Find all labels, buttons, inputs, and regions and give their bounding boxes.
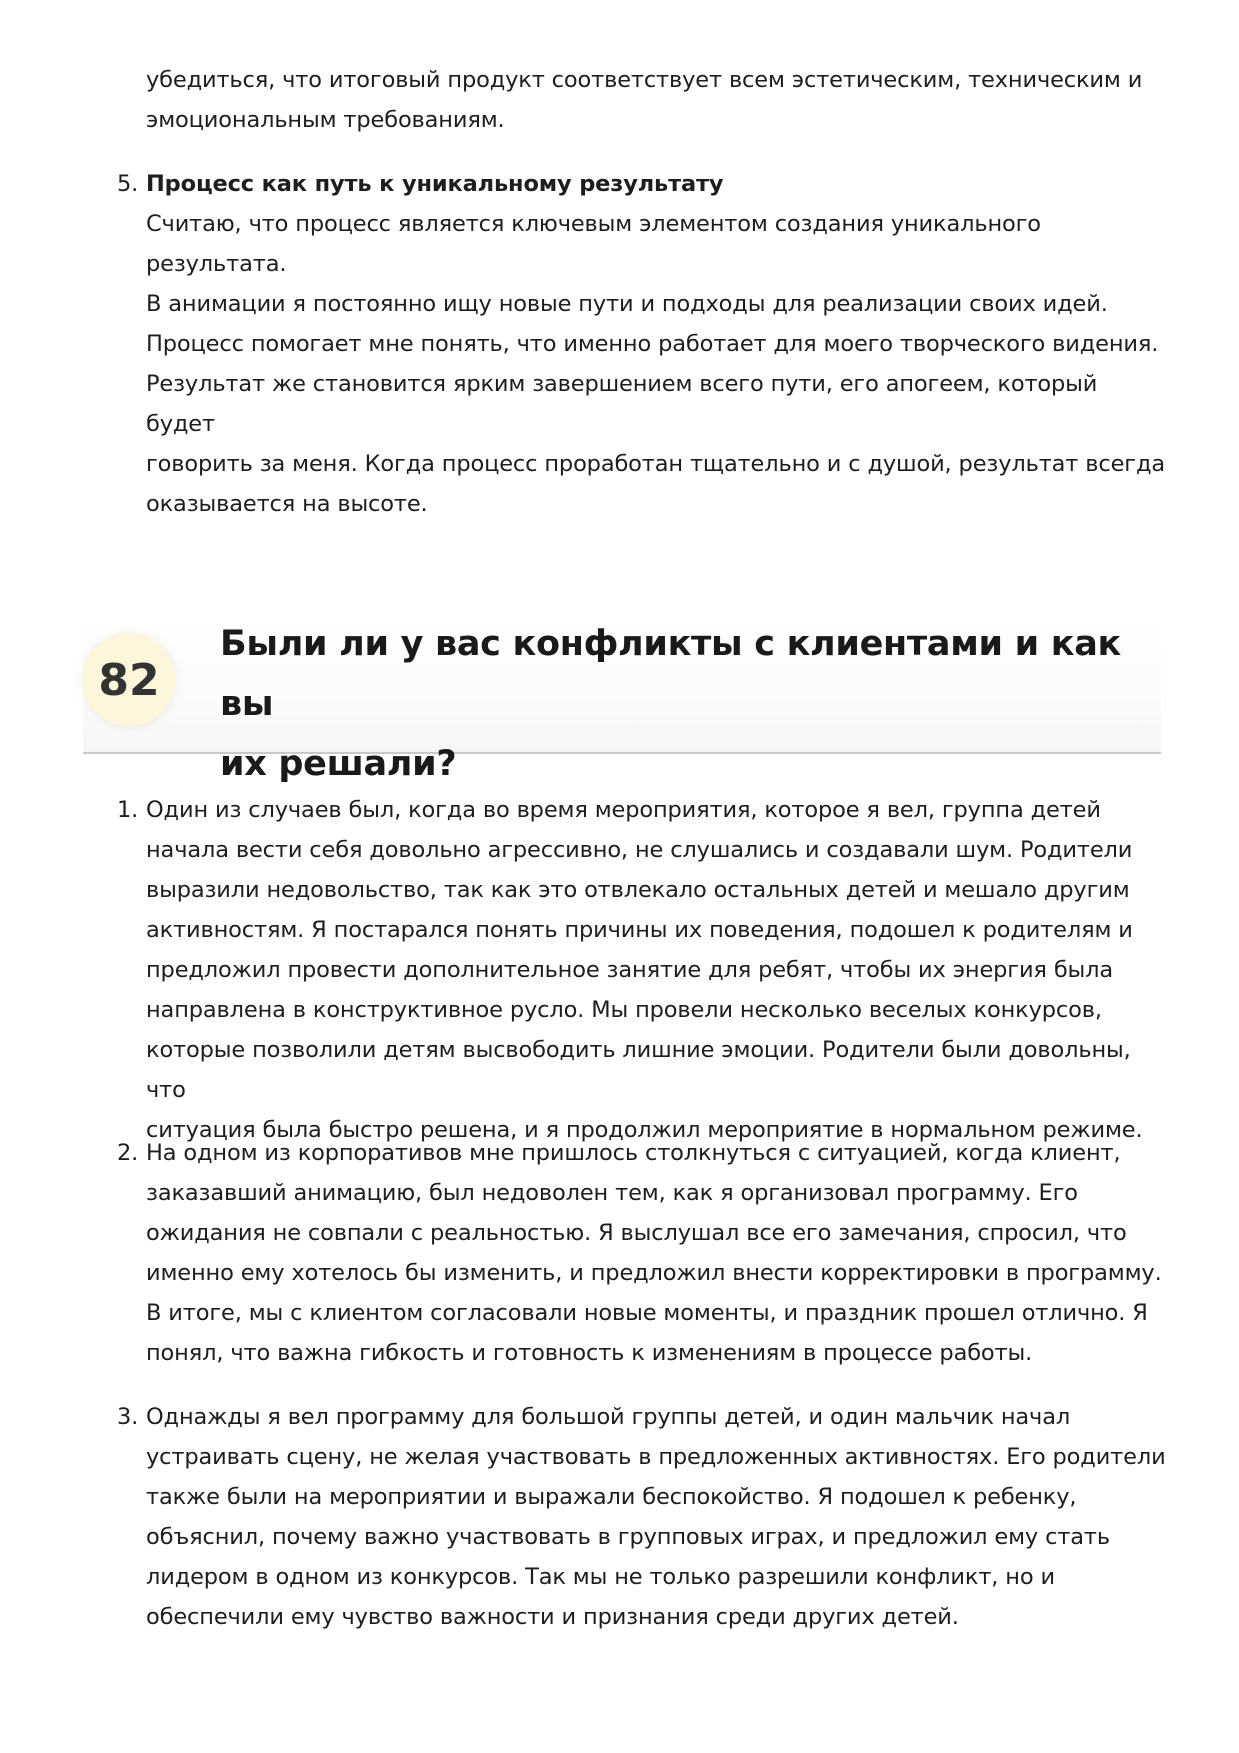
text-line: устраивать сцену, не желая участвовать в предложенных активностях. Его родители — [146, 1444, 1166, 1470]
text-line: лидером в одном из конкурсов. Так мы не только разрешили конфликт, но и — [146, 1564, 1055, 1590]
text-line: ожидания не совпали с реальностью. Я выслушал все его замечания, спросил, что — [146, 1220, 1127, 1246]
text-line: оказывается на высоте. — [146, 491, 428, 517]
text-line: Однажды я вел программу для большой группы детей, и один мальчик начал — [146, 1404, 1071, 1430]
text-line: заказавший анимацию, был недоволен тем, как я организовал программу. Его — [146, 1180, 1078, 1206]
text-line: объяснил, почему важно участвовать в групповых играх, и предложил ему стать — [146, 1524, 1110, 1550]
question-title-line: Были ли у вас конфликты с клиентами и как вы — [220, 624, 1121, 724]
answer-item-3 — [117, 1397, 1167, 1637]
text-line: Результат же становится ярким завершением всего пути, его апогеем, который будет — [146, 371, 1098, 437]
text-line: которые позволили детям высвободить лишние эмоции. Родители были довольны, что — [146, 1037, 1131, 1103]
question-title-line: их решали? — [220, 744, 457, 784]
list-item-number: 3. — [117, 1404, 139, 1430]
list-item-5 — [117, 164, 1167, 524]
text-line: убедиться, что итоговый продукт соответствует всем эстетическим, техническим и — [146, 67, 1143, 93]
text-line: говорить за меня. Когда процесс проработан тщательно и с душой, результат всегда — [146, 451, 1166, 477]
list-item-title: Процесс как путь к уникальному результату — [146, 171, 724, 197]
question-title — [220, 614, 1140, 794]
text-line: выразили недовольство, так как это отвлекало остальных детей и мешало другим — [146, 877, 1130, 903]
text-line: начала вести себя довольно агрессивно, не слушались и создавали шум. Родители — [146, 837, 1133, 863]
list-item-number: 1. — [117, 797, 139, 823]
answer-item-1 — [117, 790, 1167, 1150]
text-line: понял, что важна гибкость и готовность к изменениям в процессе работы. — [146, 1340, 1033, 1366]
text-line: Процесс помогает мне понять, что именно работает для моего творческого видения. — [146, 331, 1159, 357]
previous-item-continuation — [146, 60, 1176, 140]
text-line: именно ему хотелось бы изменить, и предложил внести корректировки в программу. — [146, 1260, 1162, 1286]
text-line: направлена в конструктивное русло. Мы провели несколько веселых конкурсов, — [146, 997, 1102, 1023]
text-line: ситуация была быстро решена, и я продолжил мероприятие в нормальном режиме. — [146, 1117, 1143, 1143]
text-line: В анимации я постоянно ищу новые пути и подходы для реализации своих идей. — [146, 291, 1108, 317]
text-line: предложил провести дополнительное занятие для ребят, чтобы их энергия была — [146, 957, 1114, 983]
text-line: Один из случаев был, когда во время мероприятия, которое я вел, группа детей — [146, 797, 1101, 823]
list-item-number: 2. — [117, 1140, 139, 1166]
list-item-number: 5. — [117, 171, 139, 197]
text-line: также были на мероприятии и выражали беспокойство. Я подошел к ребенку, — [146, 1484, 1077, 1510]
question-header — [83, 614, 1161, 784]
text-line: На одном из корпоративов мне пришлось столкнуться с ситуацией, когда клиент, — [146, 1140, 1121, 1166]
answer-item-2 — [117, 1133, 1167, 1373]
text-line: В итоге, мы с клиентом согласовали новые моменты, и праздник прошел отлично. Я — [146, 1300, 1148, 1326]
text-line: активностям. Я постарался понять причины их поведения, подошел к родителям и — [146, 917, 1133, 943]
text-line: обеспечили ему чувство важности и признания среди других детей. — [146, 1604, 959, 1630]
question-number-badge: 82 — [83, 634, 175, 726]
text-line: Считаю, что процесс является ключевым элементом создания уникального результата. — [146, 211, 1041, 277]
text-line: эмоциональным требованиям. — [146, 107, 505, 133]
